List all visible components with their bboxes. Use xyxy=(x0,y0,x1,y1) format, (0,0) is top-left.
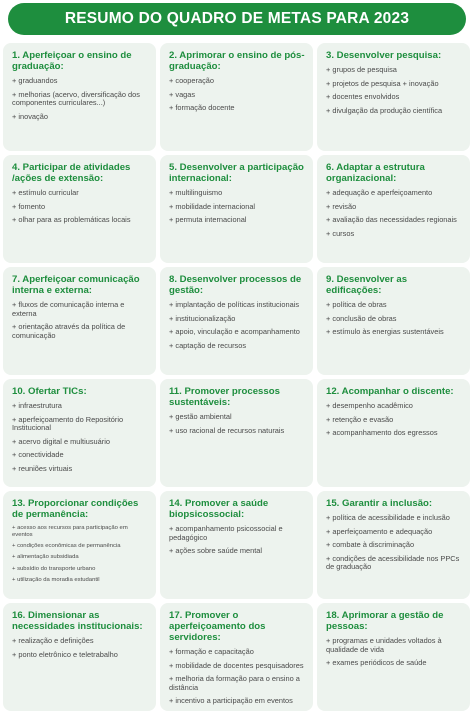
goal-item: + formação docente xyxy=(169,103,235,113)
goal-item: + projetos de pesquisa + inovação xyxy=(326,78,439,88)
goal-item: + mobilidade internacional xyxy=(169,201,256,211)
goal-item: + infraestrutura xyxy=(12,401,62,410)
goal-item: + mobilidade de docentes pesquisadores xyxy=(169,660,304,670)
goal-card xyxy=(160,603,313,711)
goal-card xyxy=(160,43,313,151)
goal-item: + grupos de pesquisa xyxy=(326,65,397,74)
goal-card xyxy=(160,267,313,375)
goal-item: + reuniões virtuais xyxy=(12,463,73,473)
goal-item: + realização e definições xyxy=(12,636,94,645)
goal-title: 7. Aperfeiçoar comunicação interna e externa: xyxy=(12,274,140,296)
goal-title: 6. Adaptar a estrutura organizacional: xyxy=(326,162,425,184)
goal-item: + melhorias (acervo, diversificação dos componentes curriculares...) xyxy=(12,89,140,108)
goal-items xyxy=(326,514,462,572)
goal-card xyxy=(3,603,156,711)
goal-item: + institucionalização xyxy=(169,313,236,323)
goal-item: + exames periódicos de saúde xyxy=(326,658,427,668)
goal-item: + cooperação xyxy=(169,76,214,85)
goal-card xyxy=(160,379,313,487)
goal-items xyxy=(326,637,462,668)
goal-item: + inovação xyxy=(12,111,48,121)
goal-items xyxy=(12,525,148,584)
goal-title: 1. Aperfeiçoar o ensino de graduação: xyxy=(12,50,132,72)
goal-item: + acompanhamento psicossocial e pedagógico xyxy=(169,524,283,542)
goal-item: + formação e capacitação xyxy=(169,647,254,656)
goal-card xyxy=(317,267,470,375)
goals-grid xyxy=(0,43,474,711)
goal-title: 5. Desenvolver a participação internacional: xyxy=(169,162,304,184)
goal-item: + uso racional de recursos naturais xyxy=(169,425,285,435)
goal-item: + fomento xyxy=(12,201,46,211)
goal-items xyxy=(12,189,148,225)
goal-item: + estímulo às energias sustentáveis xyxy=(326,327,444,337)
goal-item: + apoio, vinculação e acompanhamento xyxy=(169,327,300,337)
goal-item: + conectividade xyxy=(12,450,64,460)
goal-item: + acervo digital e multiusuário xyxy=(12,436,110,446)
goal-card xyxy=(317,43,470,151)
goal-items xyxy=(12,637,148,659)
goal-item: + política de obras xyxy=(326,300,387,309)
goal-title: 9. Desenvolver as edificações: xyxy=(326,274,408,296)
goal-title: 15. Garantir a inclusão: xyxy=(326,498,433,509)
goal-title: 17. Promover o aperfeiçoamento dos servidores: xyxy=(169,610,266,643)
goal-item: + acompanhamento dos egressos xyxy=(326,428,438,438)
goal-items xyxy=(169,301,305,350)
goal-item: + condições econômicas de permanência xyxy=(12,543,121,550)
goal-item: + acesso aos recursos para participação em eventos xyxy=(12,525,128,538)
goal-card xyxy=(317,155,470,263)
goal-items xyxy=(12,402,148,474)
goal-items xyxy=(169,525,305,556)
goal-item: + gestão ambiental xyxy=(169,412,232,421)
goal-title: 11. Promover processos sustentáveis: xyxy=(169,386,280,408)
goal-item: + condições de acessibilidade nos PPCs de graduação xyxy=(326,553,460,572)
goal-card xyxy=(3,491,156,599)
goal-item: + incentivo a participação em eventos xyxy=(169,696,293,706)
goal-card xyxy=(3,155,156,263)
goal-item: + retenção e evasão xyxy=(326,414,394,424)
goal-item: + implantação de políticas institucionais xyxy=(169,300,300,309)
goal-item: + ações sobre saúde mental xyxy=(169,546,263,556)
goal-card xyxy=(317,491,470,599)
goal-card xyxy=(317,603,470,711)
goal-title: 3. Desenvolver pesquisa: xyxy=(326,50,442,61)
goal-items xyxy=(326,301,462,337)
goal-title: 12. Acompanhar o discente: xyxy=(326,386,454,397)
goal-item: + divulgação da produção científica xyxy=(326,105,443,115)
goal-title: 2. Aprimorar o ensino de pós-graduação: xyxy=(169,50,305,72)
goal-items xyxy=(169,189,305,225)
goal-item: + programas e unidades voltados à qualidade de vida xyxy=(326,636,442,654)
goal-item: + utilização da moradia estudantil xyxy=(12,576,100,583)
page-title: RESUMO DO QUADRO DE METAS PARA 2023 xyxy=(64,10,410,27)
goal-item: + aperfeiçoamento e adequação xyxy=(326,526,433,536)
goal-items xyxy=(12,77,148,121)
goal-item: + captação de recursos xyxy=(169,340,247,350)
goal-item: + aperfeiçoamento do Repositório Institucional xyxy=(12,414,124,433)
goal-item: + fluxos de comunicação interna e externa xyxy=(12,300,125,318)
goal-items xyxy=(169,648,305,706)
goal-item: + adequação e aperfeiçoamento xyxy=(326,188,433,197)
goal-item: + vagas xyxy=(169,89,196,99)
goal-card xyxy=(317,379,470,487)
goal-item: + graduandos xyxy=(12,76,58,85)
goal-items xyxy=(169,77,305,113)
goal-title: 10. Ofertar TICs: xyxy=(12,386,87,397)
goal-item: + subsídio do transporte urbano xyxy=(12,565,96,572)
title-banner xyxy=(8,3,466,35)
goal-item: + permuta internacional xyxy=(169,215,247,225)
goal-item: + melhoria da formação para o ensino a distância xyxy=(169,674,300,692)
goal-item: + estímulo curricular xyxy=(12,188,79,197)
goal-title: 8. Desenvolver processos de gestão: xyxy=(169,274,302,296)
goal-items xyxy=(12,301,148,340)
goal-item: + combate à discriminação xyxy=(326,540,415,550)
goal-items xyxy=(326,402,462,438)
goal-card xyxy=(3,267,156,375)
goal-card xyxy=(160,491,313,599)
goal-title: 18. Aprimorar a gestão de pessoas: xyxy=(326,610,444,632)
goal-item: + orientação através da política de comunicação xyxy=(12,322,126,340)
goal-card xyxy=(3,43,156,151)
goal-items xyxy=(326,66,462,115)
goal-item: + alimentação subsidiada xyxy=(12,554,79,561)
goal-item: + olhar para as problemáticas locais xyxy=(12,215,131,225)
goal-card xyxy=(160,155,313,263)
goal-title: 13. Proporcionar condições de permanência: xyxy=(12,498,139,520)
goal-item: + multilinguismo xyxy=(169,188,223,197)
goal-item: + revisão xyxy=(326,201,357,211)
goal-item: + ponto eletrônico e teletrabalho xyxy=(12,649,118,659)
goal-card xyxy=(3,379,156,487)
goal-item: + docentes envolvidos xyxy=(326,92,400,102)
goal-items xyxy=(169,413,305,435)
goal-item: + cursos xyxy=(326,228,355,238)
goal-item: + avaliação das necessidades regionais xyxy=(326,215,457,225)
goal-item: + conclusão de obras xyxy=(326,313,397,323)
goal-title: 14. Promover a saúde biopsicossocial: xyxy=(169,498,269,520)
goal-title: 16. Dimensionar as necessidades institucionais: xyxy=(12,610,143,632)
goal-item: + desempenho acadêmico xyxy=(326,401,413,410)
goal-item: + política de acessibilidade e inclusão xyxy=(326,513,450,522)
goal-items xyxy=(326,189,462,238)
goal-title: 4. Participar de atividades /ações de extensão: xyxy=(12,162,131,184)
